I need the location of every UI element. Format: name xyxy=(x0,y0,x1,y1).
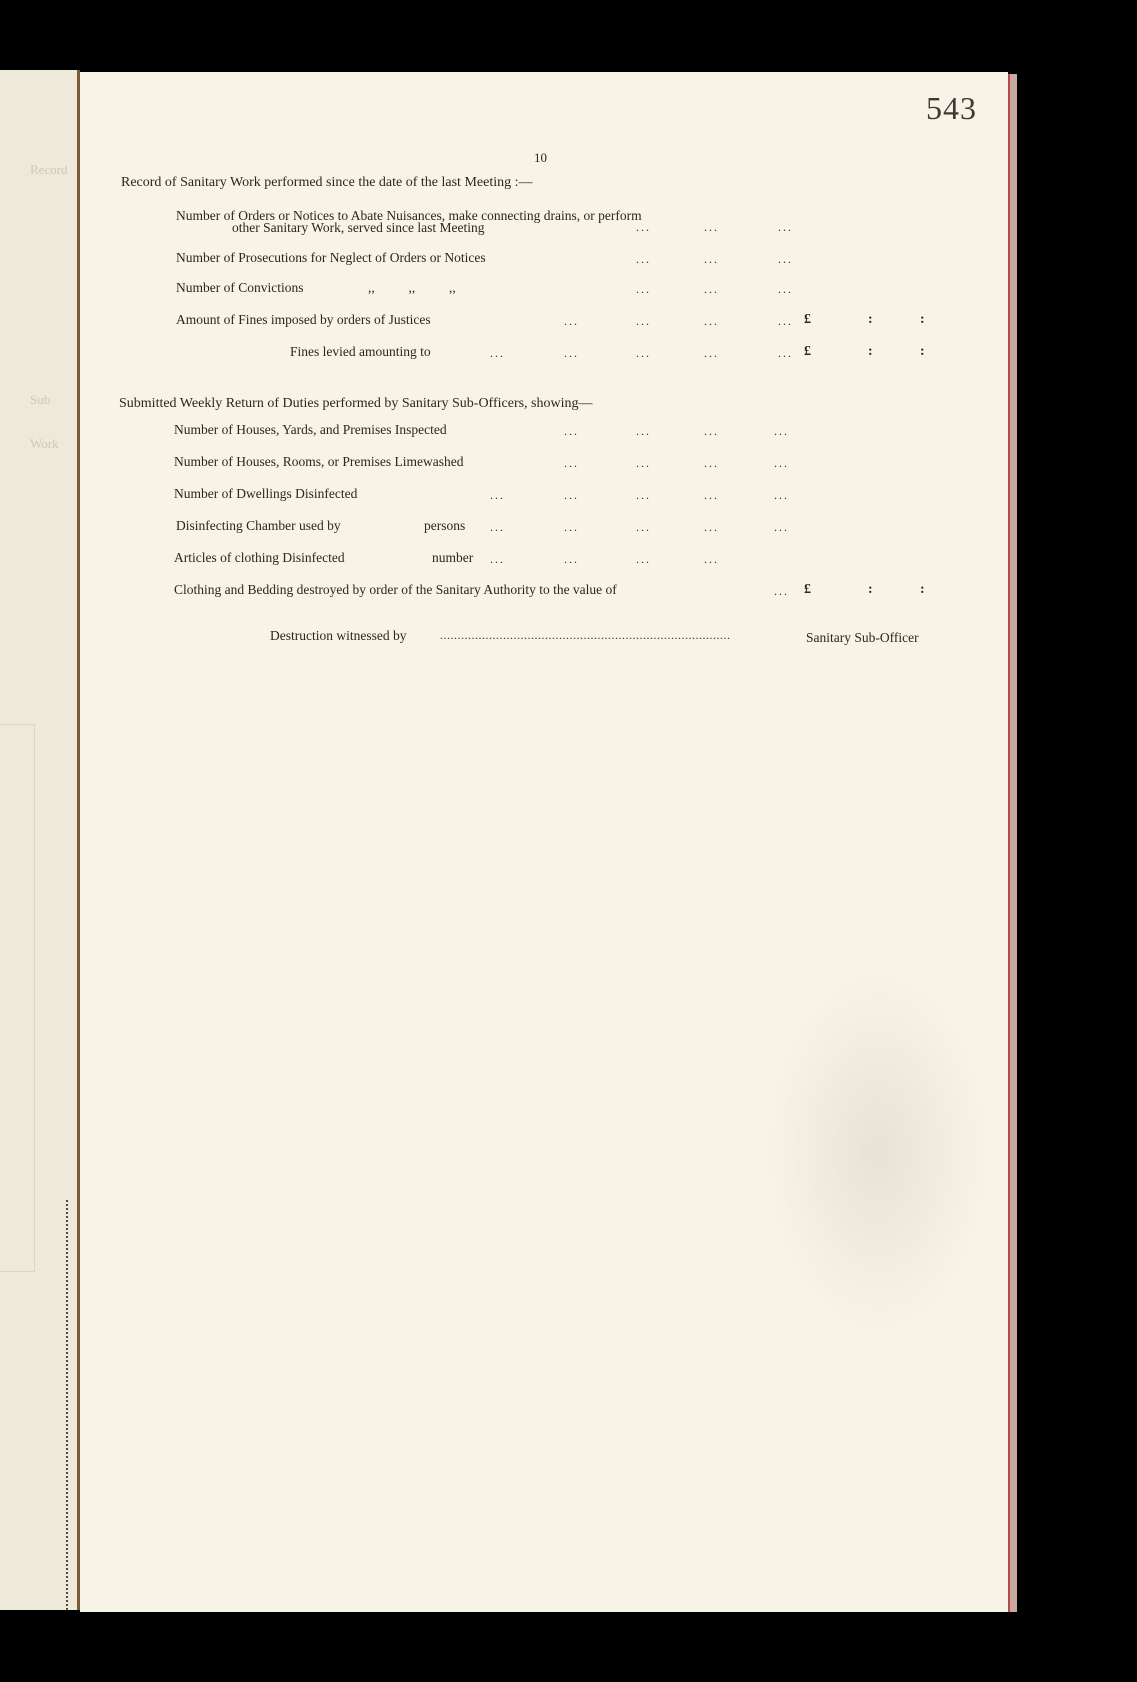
leader-dots: ... xyxy=(704,552,719,566)
leader-dots: ... xyxy=(778,346,793,360)
leader-dots: ... xyxy=(774,584,789,598)
orders-notices-label-cont: other Sanitary Work, served since last Meeting xyxy=(232,220,485,235)
fines-levied-label: Fines levied amounting to xyxy=(290,344,431,359)
leader-dots: ... xyxy=(636,456,651,470)
leader-dots: ... xyxy=(778,252,793,266)
leader-dots: ... xyxy=(490,488,505,502)
leader-dots: ... xyxy=(564,314,579,328)
leader-dots: ... xyxy=(564,424,579,438)
leader-dots: ... xyxy=(564,346,579,360)
houses-inspected-label: Number of Houses, Yards, and Premises Inspected xyxy=(174,422,447,437)
leader-dots: ... xyxy=(704,252,719,266)
facing-page-perforation xyxy=(66,1200,68,1610)
amount-separator: : xyxy=(868,312,873,327)
leader-dots: ... xyxy=(778,314,793,328)
leader-dots: ... xyxy=(636,252,651,266)
orders-notices-label: Number of Orders or Notices to Abate Nuisances, make connecting drains, or perform xyxy=(176,208,642,223)
leader-dots: ... xyxy=(636,282,651,296)
facing-page xyxy=(0,70,80,1610)
facing-page-box xyxy=(0,724,35,1272)
amount-separator: : xyxy=(920,344,925,359)
leader-dots: ... xyxy=(564,552,579,566)
amount-separator: : xyxy=(868,344,873,359)
leader-dots: ... xyxy=(636,220,651,234)
pound-sign: £ xyxy=(804,582,811,597)
leader-dots: ... xyxy=(774,488,789,502)
fines-imposed-label: Amount of Fines imposed by orders of Justices xyxy=(176,312,431,327)
dwellings-disinfected-label: Number of Dwellings Disinfected xyxy=(174,486,358,501)
section1-heading: Record of Sanitary Work performed since the date of the last Meeting :— xyxy=(121,175,533,190)
facing-page-text: Work xyxy=(30,436,59,451)
leader-dots: ... xyxy=(636,488,651,502)
leader-dots: ... xyxy=(704,424,719,438)
document-page xyxy=(80,72,1008,1612)
witness-role: Sanitary Sub-Officer xyxy=(806,630,919,645)
section2-heading: Submitted Weekly Return of Duties performed by Sanitary Sub-Officers, showing— xyxy=(119,396,593,411)
amount-separator: : xyxy=(920,312,925,327)
clothing-destroyed-label: Clothing and Bedding destroyed by order of the Sanitary Authority to the value of xyxy=(174,582,617,597)
facing-page-text: Sub xyxy=(30,392,51,407)
witness-signature-line: ................................................................................... xyxy=(440,628,731,642)
facing-page-text: Record xyxy=(30,162,68,177)
amount-separator: : xyxy=(868,582,873,597)
leader-dots: ... xyxy=(704,520,719,534)
leader-dots: ... xyxy=(636,552,651,566)
leader-dots: ... xyxy=(774,456,789,470)
limewashed-label: Number of Houses, Rooms, or Premises Limewashed xyxy=(174,454,464,469)
leader-dots: ... xyxy=(778,220,793,234)
leader-dots: ... xyxy=(636,346,651,360)
persons-label: persons xyxy=(424,518,466,533)
leader-dots: ... xyxy=(564,488,579,502)
page-edge xyxy=(1008,74,1017,1612)
leader-dots: ... xyxy=(704,488,719,502)
witness-label: Destruction witnessed by xyxy=(270,628,407,643)
leader-dots: ... xyxy=(636,520,651,534)
articles-disinfected-label: Articles of clothing Disinfected xyxy=(174,550,345,565)
pound-sign: £ xyxy=(804,344,811,359)
folio-number: 543 xyxy=(926,90,977,126)
leader-dots: ... xyxy=(564,456,579,470)
prosecutions-label: Number of Prosecutions for Neglect of Orders or Notices xyxy=(176,250,486,265)
paper-shading xyxy=(768,972,988,1332)
leader-dots: ... xyxy=(774,424,789,438)
leader-dots: ... xyxy=(636,314,651,328)
leader-dots: ... xyxy=(704,456,719,470)
leader-dots: ... xyxy=(704,346,719,360)
leader-dots: ... xyxy=(490,346,505,360)
leader-dots: ... xyxy=(704,314,719,328)
convictions-label: Number of Convictions xyxy=(176,280,304,295)
leader-dots: ... xyxy=(490,552,505,566)
leader-dots: ... xyxy=(774,520,789,534)
ditto-marks: ,, ,, ,, xyxy=(368,280,456,295)
leader-dots: ... xyxy=(636,424,651,438)
leader-dots: ... xyxy=(704,220,719,234)
number-label: number xyxy=(432,550,474,565)
disinfecting-chamber-label: Disinfecting Chamber used by xyxy=(176,518,341,533)
amount-separator: : xyxy=(920,582,925,597)
leader-dots: ... xyxy=(778,282,793,296)
page-number: 10 xyxy=(534,150,547,165)
pound-sign: £ xyxy=(804,312,811,327)
leader-dots: ... xyxy=(564,520,579,534)
leader-dots: ... xyxy=(490,520,505,534)
leader-dots: ... xyxy=(704,282,719,296)
